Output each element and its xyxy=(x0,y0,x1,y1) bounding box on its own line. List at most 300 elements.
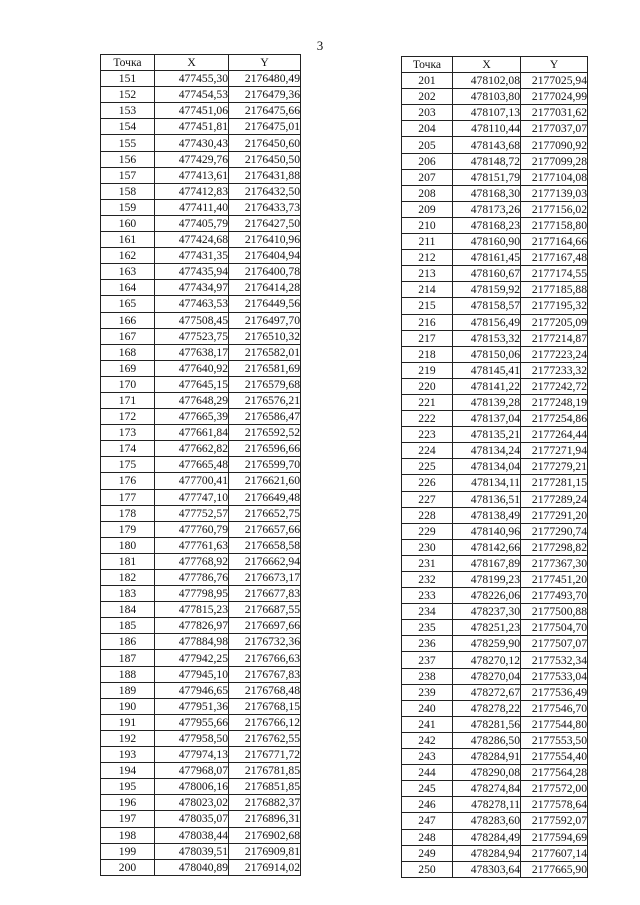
point-number-cell: 154 xyxy=(101,119,155,135)
y-coordinate-cell: 2177592,07 xyxy=(521,813,588,829)
point-number-cell: 182 xyxy=(101,570,155,586)
table-row xyxy=(402,572,588,588)
point-number-cell: 193 xyxy=(101,747,155,763)
point-number-cell: 202 xyxy=(402,89,453,105)
x-coordinate-cell: 478141,22 xyxy=(453,378,521,394)
table-row xyxy=(101,714,301,730)
y-coordinate-cell: 2177205,09 xyxy=(521,314,588,330)
y-coordinate-cell: 2176497,70 xyxy=(229,312,301,328)
x-coordinate-cell: 477665,48 xyxy=(155,457,229,473)
x-coordinate-cell: 478303,64 xyxy=(453,861,521,877)
header-point: Точка xyxy=(402,57,453,73)
point-number-cell: 200 xyxy=(101,859,155,875)
y-coordinate-cell: 2177167,48 xyxy=(521,250,588,266)
x-coordinate-cell: 477968,07 xyxy=(155,763,229,779)
point-number-cell: 174 xyxy=(101,441,155,457)
y-coordinate-cell: 2177536,49 xyxy=(521,684,588,700)
table-row xyxy=(402,555,588,571)
y-coordinate-cell: 2176687,55 xyxy=(229,602,301,618)
x-coordinate-cell: 477760,79 xyxy=(155,521,229,537)
table-row xyxy=(101,505,301,521)
header-x: X xyxy=(155,55,229,71)
x-coordinate-cell: 477431,35 xyxy=(155,248,229,264)
table-row xyxy=(402,604,588,620)
y-coordinate-cell: 2177031,62 xyxy=(521,105,588,121)
x-coordinate-cell: 477434,97 xyxy=(155,280,229,296)
point-number-cell: 221 xyxy=(402,394,453,410)
point-number-cell: 220 xyxy=(402,378,453,394)
x-coordinate-cell: 478148,72 xyxy=(453,153,521,169)
point-number-cell: 164 xyxy=(101,280,155,296)
header-x: X xyxy=(453,57,521,73)
x-coordinate-cell: 478136,51 xyxy=(453,491,521,507)
x-coordinate-cell: 478137,04 xyxy=(453,411,521,427)
point-number-cell: 229 xyxy=(402,523,453,539)
x-coordinate-cell: 477451,06 xyxy=(155,103,229,119)
y-coordinate-cell: 2177223,24 xyxy=(521,346,588,362)
x-coordinate-cell: 477413,61 xyxy=(155,167,229,183)
point-number-cell: 236 xyxy=(402,636,453,652)
point-number-cell: 245 xyxy=(402,781,453,797)
table-row xyxy=(402,797,588,813)
point-number-cell: 191 xyxy=(101,714,155,730)
point-number-cell: 155 xyxy=(101,135,155,151)
point-number-cell: 152 xyxy=(101,87,155,103)
table-body xyxy=(101,71,301,876)
table-row xyxy=(101,296,301,312)
x-coordinate-cell: 477747,10 xyxy=(155,489,229,505)
point-number-cell: 184 xyxy=(101,602,155,618)
y-coordinate-cell: 2177271,94 xyxy=(521,443,588,459)
y-coordinate-cell: 2176649,48 xyxy=(229,489,301,505)
y-coordinate-cell: 2176450,60 xyxy=(229,135,301,151)
y-coordinate-cell: 2177290,74 xyxy=(521,523,588,539)
y-coordinate-cell: 2177544,80 xyxy=(521,716,588,732)
point-number-cell: 194 xyxy=(101,763,155,779)
point-number-cell: 241 xyxy=(402,716,453,732)
y-coordinate-cell: 2176781,85 xyxy=(229,763,301,779)
y-coordinate-cell: 2177139,03 xyxy=(521,185,588,201)
y-coordinate-cell: 2176431,88 xyxy=(229,167,301,183)
y-coordinate-cell: 2176677,83 xyxy=(229,586,301,602)
y-coordinate-cell: 2176621,60 xyxy=(229,473,301,489)
table-row xyxy=(101,779,301,795)
x-coordinate-cell: 478173,26 xyxy=(453,201,521,217)
x-coordinate-cell: 477523,75 xyxy=(155,328,229,344)
table-row xyxy=(402,523,588,539)
y-coordinate-cell: 2177233,32 xyxy=(521,362,588,378)
point-number-cell: 234 xyxy=(402,604,453,620)
table-body xyxy=(402,73,588,878)
point-number-cell: 160 xyxy=(101,215,155,231)
y-coordinate-cell: 2176414,28 xyxy=(229,280,301,296)
y-coordinate-cell: 2176662,94 xyxy=(229,553,301,569)
point-number-cell: 168 xyxy=(101,344,155,360)
table-row xyxy=(101,392,301,408)
x-coordinate-cell: 478167,89 xyxy=(453,555,521,571)
y-coordinate-cell: 2177164,66 xyxy=(521,234,588,250)
y-coordinate-cell: 2177104,08 xyxy=(521,169,588,185)
table-row xyxy=(402,411,588,427)
y-coordinate-cell: 2177451,20 xyxy=(521,572,588,588)
table-row xyxy=(402,217,588,233)
x-coordinate-cell: 477661,84 xyxy=(155,425,229,441)
table-row xyxy=(402,121,588,137)
y-coordinate-cell: 2177254,86 xyxy=(521,411,588,427)
header-row xyxy=(402,57,588,73)
table-row xyxy=(101,457,301,473)
y-coordinate-cell: 2177279,21 xyxy=(521,459,588,475)
point-number-cell: 196 xyxy=(101,795,155,811)
point-number-cell: 250 xyxy=(402,861,453,877)
x-coordinate-cell: 478274,84 xyxy=(453,781,521,797)
x-coordinate-cell: 478159,92 xyxy=(453,282,521,298)
table-row xyxy=(402,684,588,700)
x-coordinate-cell: 477946,65 xyxy=(155,682,229,698)
point-number-cell: 162 xyxy=(101,248,155,264)
table-row xyxy=(402,829,588,845)
y-coordinate-cell: 2176882,37 xyxy=(229,795,301,811)
point-number-cell: 210 xyxy=(402,217,453,233)
point-number-cell: 157 xyxy=(101,167,155,183)
table-row xyxy=(402,89,588,105)
x-coordinate-cell: 478160,67 xyxy=(453,266,521,282)
table-row xyxy=(101,763,301,779)
table-row xyxy=(101,360,301,376)
point-number-cell: 195 xyxy=(101,779,155,795)
y-coordinate-cell: 2177291,20 xyxy=(521,507,588,523)
point-number-cell: 192 xyxy=(101,730,155,746)
point-number-cell: 183 xyxy=(101,586,155,602)
x-coordinate-cell: 477942,25 xyxy=(155,650,229,666)
y-coordinate-cell: 2177099,28 xyxy=(521,153,588,169)
point-number-cell: 238 xyxy=(402,668,453,684)
header-point: Точка xyxy=(101,55,155,71)
table-row xyxy=(101,521,301,537)
point-number-cell: 158 xyxy=(101,183,155,199)
x-coordinate-cell: 478284,91 xyxy=(453,749,521,765)
table-row xyxy=(402,475,588,491)
point-number-cell: 243 xyxy=(402,749,453,765)
point-number-cell: 211 xyxy=(402,234,453,250)
table-row xyxy=(101,119,301,135)
table-row xyxy=(101,537,301,553)
y-coordinate-cell: 2177533,04 xyxy=(521,668,588,684)
x-coordinate-cell: 477798,95 xyxy=(155,586,229,602)
point-number-cell: 206 xyxy=(402,153,453,169)
x-coordinate-cell: 478251,23 xyxy=(453,620,521,636)
point-number-cell: 199 xyxy=(101,843,155,859)
y-coordinate-cell: 2177554,40 xyxy=(521,749,588,765)
point-number-cell: 187 xyxy=(101,650,155,666)
x-coordinate-cell: 478278,11 xyxy=(453,797,521,813)
table-row xyxy=(101,698,301,714)
x-coordinate-cell: 478284,49 xyxy=(453,829,521,845)
x-coordinate-cell: 478142,66 xyxy=(453,539,521,555)
table-row xyxy=(101,489,301,505)
table-row xyxy=(101,103,301,119)
x-coordinate-cell: 478139,28 xyxy=(453,394,521,410)
x-coordinate-cell: 477768,92 xyxy=(155,553,229,569)
y-coordinate-cell: 2177174,55 xyxy=(521,266,588,282)
table-row xyxy=(402,459,588,475)
y-coordinate-cell: 2177607,14 xyxy=(521,845,588,861)
x-coordinate-cell: 477826,97 xyxy=(155,618,229,634)
x-coordinate-cell: 478134,24 xyxy=(453,443,521,459)
x-coordinate-cell: 477945,10 xyxy=(155,666,229,682)
x-coordinate-cell: 478006,16 xyxy=(155,779,229,795)
table-row xyxy=(101,328,301,344)
point-number-cell: 198 xyxy=(101,827,155,843)
point-number-cell: 227 xyxy=(402,491,453,507)
x-coordinate-cell: 477884,98 xyxy=(155,634,229,650)
y-coordinate-cell: 2177156,02 xyxy=(521,201,588,217)
y-coordinate-cell: 2177546,70 xyxy=(521,700,588,716)
table-row xyxy=(101,280,301,296)
table-row xyxy=(101,827,301,843)
table-row xyxy=(101,183,301,199)
table-row xyxy=(402,427,588,443)
table-row xyxy=(402,185,588,201)
x-coordinate-cell: 478284,94 xyxy=(453,845,521,861)
y-coordinate-cell: 2176475,66 xyxy=(229,103,301,119)
x-coordinate-cell: 478237,30 xyxy=(453,604,521,620)
x-coordinate-cell: 477411,40 xyxy=(155,199,229,215)
x-coordinate-cell: 478035,07 xyxy=(155,811,229,827)
table-row xyxy=(101,87,301,103)
y-coordinate-cell: 2177500,88 xyxy=(521,604,588,620)
table-row xyxy=(101,811,301,827)
point-number-cell: 226 xyxy=(402,475,453,491)
table-row xyxy=(101,795,301,811)
table-row xyxy=(101,248,301,264)
x-coordinate-cell: 477645,15 xyxy=(155,376,229,392)
point-number-cell: 203 xyxy=(402,105,453,121)
table-row xyxy=(101,634,301,650)
header-y: Y xyxy=(229,55,301,71)
y-coordinate-cell: 2177090,92 xyxy=(521,137,588,153)
y-coordinate-cell: 2176771,72 xyxy=(229,747,301,763)
table-row xyxy=(402,668,588,684)
point-number-cell: 177 xyxy=(101,489,155,505)
y-coordinate-cell: 2176427,50 xyxy=(229,215,301,231)
x-coordinate-cell: 478259,90 xyxy=(453,636,521,652)
table-row xyxy=(101,553,301,569)
y-coordinate-cell: 2177195,32 xyxy=(521,298,588,314)
point-number-cell: 189 xyxy=(101,682,155,698)
x-coordinate-cell: 477638,17 xyxy=(155,344,229,360)
point-number-cell: 190 xyxy=(101,698,155,714)
x-coordinate-cell: 477815,23 xyxy=(155,602,229,618)
y-coordinate-cell: 2176766,12 xyxy=(229,714,301,730)
point-number-cell: 181 xyxy=(101,553,155,569)
y-coordinate-cell: 2176768,48 xyxy=(229,682,301,698)
y-coordinate-cell: 2176902,68 xyxy=(229,827,301,843)
point-number-cell: 244 xyxy=(402,765,453,781)
y-coordinate-cell: 2177504,70 xyxy=(521,620,588,636)
y-coordinate-cell: 2176896,31 xyxy=(229,811,301,827)
y-coordinate-cell: 2176658,58 xyxy=(229,537,301,553)
point-number-cell: 178 xyxy=(101,505,155,521)
point-number-cell: 228 xyxy=(402,507,453,523)
point-number-cell: 214 xyxy=(402,282,453,298)
y-coordinate-cell: 2176596,66 xyxy=(229,441,301,457)
point-number-cell: 216 xyxy=(402,314,453,330)
table-row xyxy=(402,346,588,362)
table-row xyxy=(402,652,588,668)
y-coordinate-cell: 2176851,85 xyxy=(229,779,301,795)
x-coordinate-cell: 478023,02 xyxy=(155,795,229,811)
y-coordinate-cell: 2177024,99 xyxy=(521,89,588,105)
y-coordinate-cell: 2176400,78 xyxy=(229,264,301,280)
point-number-cell: 225 xyxy=(402,459,453,475)
point-number-cell: 239 xyxy=(402,684,453,700)
y-coordinate-cell: 2176909,81 xyxy=(229,843,301,859)
point-number-cell: 240 xyxy=(402,700,453,716)
table-row xyxy=(101,312,301,328)
x-coordinate-cell: 478140,96 xyxy=(453,523,521,539)
y-coordinate-cell: 2177037,07 xyxy=(521,121,588,137)
x-coordinate-cell: 477700,41 xyxy=(155,473,229,489)
table-row xyxy=(402,330,588,346)
x-coordinate-cell: 477662,82 xyxy=(155,441,229,457)
y-coordinate-cell: 2176767,83 xyxy=(229,666,301,682)
point-number-cell: 163 xyxy=(101,264,155,280)
point-number-cell: 205 xyxy=(402,137,453,153)
y-coordinate-cell: 2177185,88 xyxy=(521,282,588,298)
table-row xyxy=(101,730,301,746)
x-coordinate-cell: 477786,76 xyxy=(155,570,229,586)
x-coordinate-cell: 478039,51 xyxy=(155,843,229,859)
table-row xyxy=(101,602,301,618)
table-row xyxy=(101,232,301,248)
table-row xyxy=(402,234,588,250)
table-row xyxy=(101,843,301,859)
y-coordinate-cell: 2177564,28 xyxy=(521,765,588,781)
x-coordinate-cell: 478270,12 xyxy=(453,652,521,668)
page-number: 3 xyxy=(316,38,324,53)
point-number-cell: 249 xyxy=(402,845,453,861)
y-coordinate-cell: 2176480,49 xyxy=(229,71,301,87)
x-coordinate-cell: 478160,90 xyxy=(453,234,521,250)
x-coordinate-cell: 477412,83 xyxy=(155,183,229,199)
x-coordinate-cell: 478199,23 xyxy=(453,572,521,588)
point-number-cell: 209 xyxy=(402,201,453,217)
point-number-cell: 166 xyxy=(101,312,155,328)
y-coordinate-cell: 2177289,24 xyxy=(521,491,588,507)
point-number-cell: 151 xyxy=(101,71,155,87)
point-number-cell: 237 xyxy=(402,652,453,668)
y-coordinate-cell: 2176599,70 xyxy=(229,457,301,473)
y-coordinate-cell: 2177507,07 xyxy=(521,636,588,652)
table-row xyxy=(101,618,301,634)
y-coordinate-cell: 2176914,02 xyxy=(229,859,301,875)
x-coordinate-cell: 477752,57 xyxy=(155,505,229,521)
y-coordinate-cell: 2176579,68 xyxy=(229,376,301,392)
point-number-cell: 175 xyxy=(101,457,155,473)
coordinates-table-left xyxy=(100,54,301,876)
x-coordinate-cell: 477761,63 xyxy=(155,537,229,553)
table-row xyxy=(402,282,588,298)
y-coordinate-cell: 2177264,44 xyxy=(521,427,588,443)
y-coordinate-cell: 2177214,87 xyxy=(521,330,588,346)
point-number-cell: 212 xyxy=(402,250,453,266)
y-coordinate-cell: 2176510,32 xyxy=(229,328,301,344)
y-coordinate-cell: 2176673,17 xyxy=(229,570,301,586)
y-coordinate-cell: 2176433,73 xyxy=(229,199,301,215)
point-number-cell: 156 xyxy=(101,151,155,167)
table-row xyxy=(101,570,301,586)
y-coordinate-cell: 2176732,36 xyxy=(229,634,301,650)
x-coordinate-cell: 478143,68 xyxy=(453,137,521,153)
point-number-cell: 185 xyxy=(101,618,155,634)
point-number-cell: 224 xyxy=(402,443,453,459)
x-coordinate-cell: 478278,22 xyxy=(453,700,521,716)
table-row xyxy=(402,201,588,217)
point-number-cell: 235 xyxy=(402,620,453,636)
point-number-cell: 204 xyxy=(402,121,453,137)
table-row xyxy=(101,344,301,360)
y-coordinate-cell: 2176410,96 xyxy=(229,232,301,248)
y-coordinate-cell: 2176652,75 xyxy=(229,505,301,521)
table-row xyxy=(101,151,301,167)
header-row xyxy=(101,55,301,71)
table-row xyxy=(101,666,301,682)
table-row xyxy=(402,153,588,169)
point-number-cell: 233 xyxy=(402,588,453,604)
x-coordinate-cell: 478134,11 xyxy=(453,475,521,491)
table-row xyxy=(101,71,301,87)
header-y: Y xyxy=(521,57,588,73)
table-row xyxy=(101,215,301,231)
y-coordinate-cell: 2176449,56 xyxy=(229,296,301,312)
coordinates-table-right xyxy=(401,56,588,878)
table-row xyxy=(402,105,588,121)
x-coordinate-cell: 477405,79 xyxy=(155,215,229,231)
y-coordinate-cell: 2177493,70 xyxy=(521,588,588,604)
x-coordinate-cell: 477429,76 xyxy=(155,151,229,167)
point-number-cell: 167 xyxy=(101,328,155,344)
y-coordinate-cell: 2176450,50 xyxy=(229,151,301,167)
x-coordinate-cell: 477424,68 xyxy=(155,232,229,248)
table-row xyxy=(402,588,588,604)
y-coordinate-cell: 2177578,64 xyxy=(521,797,588,813)
point-number-cell: 186 xyxy=(101,634,155,650)
x-coordinate-cell: 478283,60 xyxy=(453,813,521,829)
table-row xyxy=(402,620,588,636)
table-row xyxy=(402,732,588,748)
table-row xyxy=(402,443,588,459)
table-row xyxy=(101,747,301,763)
x-coordinate-cell: 478158,57 xyxy=(453,298,521,314)
point-number-cell: 219 xyxy=(402,362,453,378)
point-number-cell: 247 xyxy=(402,813,453,829)
table-row xyxy=(101,441,301,457)
table-row xyxy=(402,314,588,330)
y-coordinate-cell: 2176479,36 xyxy=(229,87,301,103)
table-row xyxy=(101,859,301,875)
x-coordinate-cell: 478150,06 xyxy=(453,346,521,362)
point-number-cell: 213 xyxy=(402,266,453,282)
x-coordinate-cell: 477648,29 xyxy=(155,392,229,408)
table-row xyxy=(402,765,588,781)
point-number-cell: 218 xyxy=(402,346,453,362)
x-coordinate-cell: 477665,39 xyxy=(155,409,229,425)
point-number-cell: 217 xyxy=(402,330,453,346)
point-number-cell: 230 xyxy=(402,539,453,555)
point-number-cell: 161 xyxy=(101,232,155,248)
x-coordinate-cell: 477454,53 xyxy=(155,87,229,103)
